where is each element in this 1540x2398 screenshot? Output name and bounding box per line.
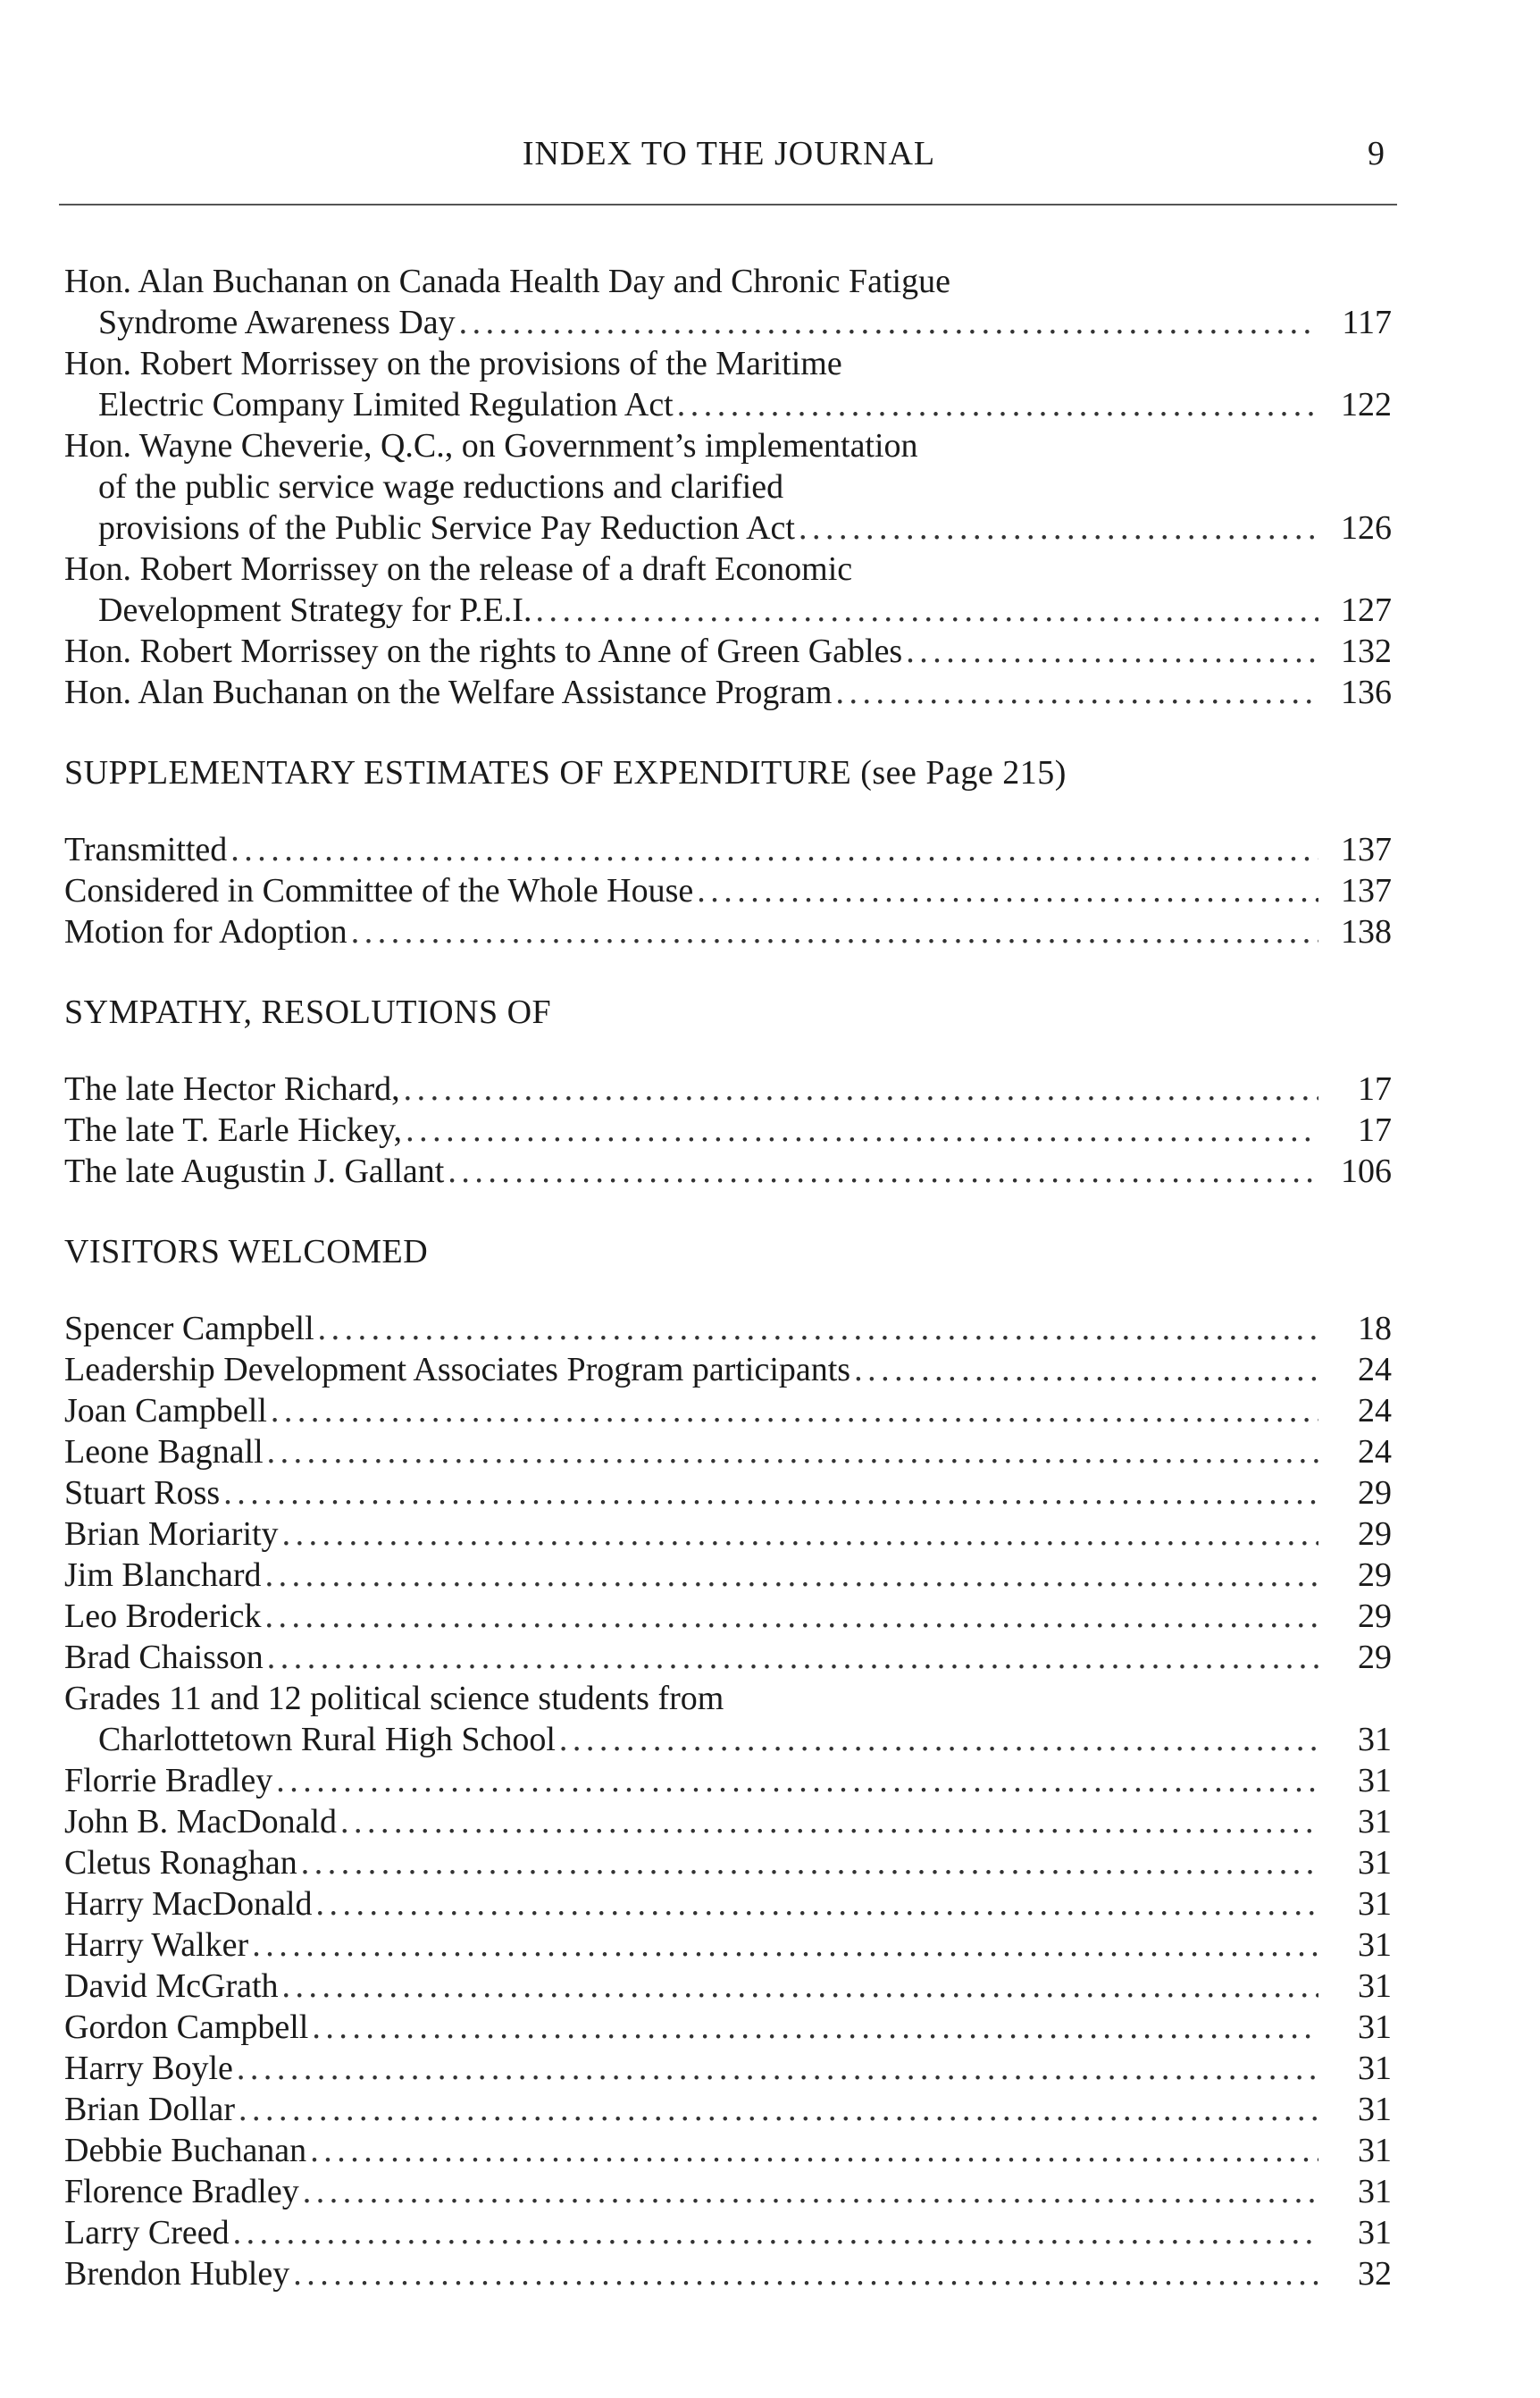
entry-text: Hon. Alan Buchanan on the Welfare Assistance Program bbox=[64, 674, 833, 711]
index-entry bbox=[64, 1637, 1404, 1678]
dot-leader bbox=[559, 1719, 1318, 1760]
entry-text: Brian Dollar bbox=[64, 2091, 236, 2128]
entry-text-line: Grades 11 and 12 political science students from bbox=[64, 1680, 724, 1717]
entry-page-number: 31 bbox=[1358, 2091, 1392, 2128]
section-spacer bbox=[64, 952, 1404, 992]
dot-leader bbox=[340, 1801, 1318, 1842]
entry-final-line bbox=[64, 1308, 1404, 1349]
entry-final-line bbox=[64, 1596, 1404, 1637]
dot-leader bbox=[237, 2048, 1318, 2089]
entry-final-line bbox=[64, 2212, 1404, 2253]
index-entry bbox=[64, 1801, 1404, 1842]
header-rule bbox=[59, 204, 1397, 205]
entry-page-number: 31 bbox=[1358, 2008, 1392, 2046]
entry-text: Florrie Bradley bbox=[64, 1762, 273, 1799]
entry-text: Brian Moriarity bbox=[64, 1515, 279, 1553]
dot-leader bbox=[271, 1390, 1318, 1431]
entry-text: Gordon Campbell bbox=[64, 2008, 309, 2046]
index-entry bbox=[64, 1513, 1404, 1555]
entry-page-number: 29 bbox=[1358, 1556, 1392, 1594]
entry-final-line bbox=[64, 507, 1404, 549]
section-heading: SUPPLEMENTARY ESTIMATES OF EXPENDITURE (see Page 215) bbox=[64, 754, 1067, 792]
entry-text: Charlottetown Rural High School bbox=[98, 1721, 556, 1758]
dot-leader bbox=[697, 870, 1318, 911]
index-entry bbox=[64, 2253, 1404, 2294]
entry-text: Considered in Committee of the Whole House bbox=[64, 872, 694, 910]
index-entry bbox=[64, 672, 1404, 713]
dot-leader bbox=[799, 507, 1318, 549]
index-entry bbox=[64, 1842, 1404, 1883]
entry-final-line bbox=[64, 829, 1404, 870]
dot-leader bbox=[677, 384, 1318, 425]
entry-text: provisions of the Public Service Pay Reduction Act bbox=[98, 509, 795, 547]
entry-text: Motion for Adoption bbox=[64, 913, 347, 951]
entry-final-line bbox=[64, 2007, 1404, 2048]
index-entry bbox=[64, 1069, 1404, 1110]
index-entry bbox=[64, 1431, 1404, 1472]
entry-page-number: 32 bbox=[1358, 2255, 1392, 2293]
entry-text: Debbie Buchanan bbox=[64, 2132, 307, 2169]
dot-leader bbox=[316, 1883, 1318, 1924]
entry-page-number: 29 bbox=[1358, 1515, 1392, 1553]
entry-final-line bbox=[64, 1472, 1404, 1513]
entry-page-number: 29 bbox=[1358, 1474, 1392, 1512]
index-entry bbox=[64, 1308, 1404, 1349]
index-entry bbox=[64, 1966, 1404, 2007]
index-entry bbox=[64, 2048, 1404, 2089]
entry-text: Leadership Development Associates Program participants bbox=[64, 1351, 851, 1388]
entry-text: Spencer Campbell bbox=[64, 1310, 314, 1347]
dot-leader bbox=[301, 1842, 1318, 1883]
entry-text-line: Hon. Robert Morrissey on the provisions of the Maritime bbox=[64, 345, 842, 382]
entry-page-number: 31 bbox=[1358, 1926, 1392, 1964]
entry-page-number: 31 bbox=[1358, 2173, 1392, 2210]
entry-page-number: 29 bbox=[1358, 1639, 1392, 1676]
index-entry bbox=[64, 829, 1404, 870]
entry-page-number: 31 bbox=[1358, 2214, 1392, 2251]
entry-final-line bbox=[64, 1842, 1404, 1883]
entry-final-line bbox=[64, 1801, 1404, 1842]
entry-text-line: of the public service wage reductions and clarified bbox=[98, 468, 784, 506]
entry-text: Harry Boyle bbox=[64, 2050, 233, 2087]
index-entry bbox=[64, 1760, 1404, 1801]
dot-leader bbox=[282, 1513, 1318, 1555]
dot-leader bbox=[293, 2253, 1318, 2294]
index-entry bbox=[64, 425, 1404, 549]
entry-text: David McGrath bbox=[64, 1967, 279, 2005]
entry-text-line: Hon. Wayne Cheverie, Q.C., on Government’s implementation bbox=[64, 427, 918, 465]
entry-page-number: 117 bbox=[1342, 304, 1392, 341]
index-entry bbox=[64, 1110, 1404, 1151]
dot-leader bbox=[252, 1924, 1318, 1966]
entry-page-number: 24 bbox=[1358, 1351, 1392, 1388]
entry-page-number: 138 bbox=[1341, 913, 1392, 951]
entry-page-number: 31 bbox=[1358, 1721, 1392, 1758]
section-heading: SYMPATHY, RESOLUTIONS OF bbox=[64, 994, 552, 1031]
entry-page-number: 137 bbox=[1341, 872, 1392, 910]
index-entry bbox=[64, 261, 1404, 343]
dot-leader bbox=[854, 1349, 1318, 1390]
index-entry bbox=[64, 549, 1404, 631]
entry-final-line bbox=[64, 2253, 1404, 2294]
dot-leader bbox=[351, 911, 1318, 952]
dot-leader bbox=[312, 2007, 1318, 2048]
entry-text-line: Hon. Robert Morrissey on the release of a draft Economic bbox=[64, 550, 853, 588]
index-entry bbox=[64, 1678, 1404, 1760]
entry-final-line bbox=[64, 2048, 1404, 2089]
entry-final-line bbox=[64, 1431, 1404, 1472]
section-spacer bbox=[64, 1192, 1404, 1231]
dot-leader bbox=[282, 1966, 1318, 2007]
entry-text: Joan Campbell bbox=[64, 1392, 267, 1430]
entry-text: Development Strategy for P.E.I. bbox=[98, 591, 532, 629]
entry-page-number: 31 bbox=[1358, 2050, 1392, 2087]
entry-final-line bbox=[64, 672, 1404, 713]
index-section bbox=[64, 992, 1404, 1231]
entry-page-number: 127 bbox=[1341, 591, 1392, 629]
entry-text: The late Hector Richard, bbox=[64, 1070, 400, 1108]
entry-page-number: 126 bbox=[1341, 509, 1392, 547]
entry-page-number: 31 bbox=[1358, 2132, 1392, 2169]
entry-final-line bbox=[64, 1110, 1404, 1151]
entry-final-line bbox=[64, 302, 1404, 343]
entry-final-line bbox=[64, 384, 1404, 425]
entry-text: Larry Creed bbox=[64, 2214, 230, 2251]
entry-page-number: 17 bbox=[1358, 1111, 1392, 1149]
dot-leader bbox=[535, 590, 1318, 631]
index-content bbox=[64, 261, 1404, 2294]
page-header bbox=[63, 134, 1395, 188]
entry-final-line bbox=[64, 631, 1404, 672]
entry-text: Leo Broderick bbox=[64, 1597, 262, 1635]
entry-page-number: 31 bbox=[1358, 1967, 1392, 2005]
index-section bbox=[64, 752, 1404, 992]
entry-page-number: 31 bbox=[1358, 1885, 1392, 1923]
entry-page-number: 136 bbox=[1341, 674, 1392, 711]
index-entry bbox=[64, 631, 1404, 672]
index-entry bbox=[64, 343, 1404, 425]
entry-page-number: 132 bbox=[1341, 633, 1392, 670]
index-entry bbox=[64, 2171, 1404, 2212]
entry-text: Harry MacDonald bbox=[64, 1885, 313, 1923]
dot-leader bbox=[267, 1637, 1318, 1678]
entry-page-number: 31 bbox=[1358, 1844, 1392, 1882]
entry-final-line bbox=[64, 2130, 1404, 2171]
index-entry bbox=[64, 2089, 1404, 2130]
entry-text: John B. MacDonald bbox=[64, 1803, 338, 1840]
entry-page-number: 18 bbox=[1358, 1310, 1392, 1347]
entry-text: Brendon Hubley bbox=[64, 2255, 290, 2293]
entry-text: Florence Bradley bbox=[64, 2173, 299, 2210]
dot-leader bbox=[239, 2089, 1318, 2130]
page-number: 9 bbox=[1368, 135, 1385, 172]
entry-page-number: 106 bbox=[1341, 1153, 1392, 1190]
index-entry bbox=[64, 1349, 1404, 1390]
entry-page-number: 137 bbox=[1341, 831, 1392, 868]
entry-text: The late Augustin J. Gallant bbox=[64, 1153, 445, 1190]
index-entry bbox=[64, 870, 1404, 911]
entry-text: Leone Bagnall bbox=[64, 1433, 264, 1471]
entry-page-number: 24 bbox=[1358, 1433, 1392, 1471]
entry-final-line bbox=[64, 590, 1404, 631]
running-title: INDEX TO THE JOURNAL bbox=[522, 135, 936, 172]
entry-final-line bbox=[64, 1349, 1404, 1390]
index-entry bbox=[64, 1883, 1404, 1924]
entry-page-number: 24 bbox=[1358, 1392, 1392, 1430]
dot-leader bbox=[835, 672, 1318, 713]
entry-final-line bbox=[64, 870, 1404, 911]
dot-leader bbox=[230, 829, 1318, 870]
entry-text: Electric Company Limited Regulation Act bbox=[98, 386, 674, 423]
entry-page-number: 29 bbox=[1358, 1597, 1392, 1635]
entry-final-line bbox=[64, 1390, 1404, 1431]
entry-final-line bbox=[64, 2171, 1404, 2212]
dot-leader bbox=[223, 1472, 1318, 1513]
entry-final-line bbox=[64, 1719, 1404, 1760]
entry-final-line bbox=[64, 1069, 1404, 1110]
index-section bbox=[64, 261, 1404, 752]
entry-text: Hon. Robert Morrissey on the rights to Anne of Green Gables bbox=[64, 633, 903, 670]
entry-final-line bbox=[64, 1151, 1404, 1192]
section-spacer bbox=[64, 713, 1404, 752]
entry-page-number: 31 bbox=[1358, 1762, 1392, 1799]
entry-page-number: 17 bbox=[1358, 1070, 1392, 1108]
dot-leader bbox=[459, 302, 1318, 343]
index-entry bbox=[64, 911, 1404, 952]
index-entry bbox=[64, 1151, 1404, 1192]
entry-final-line bbox=[64, 911, 1404, 952]
entry-text: Stuart Ross bbox=[64, 1474, 221, 1512]
entry-final-line bbox=[64, 1966, 1404, 2007]
dot-leader bbox=[406, 1110, 1318, 1151]
index-entry bbox=[64, 2130, 1404, 2171]
entry-text: Jim Blanchard bbox=[64, 1556, 262, 1594]
entry-page-number: 122 bbox=[1341, 386, 1392, 423]
entry-text: Brad Chaisson bbox=[64, 1639, 264, 1676]
entry-text: The late T. Earle Hickey, bbox=[64, 1111, 403, 1149]
index-entry bbox=[64, 1596, 1404, 1637]
dot-leader bbox=[303, 2171, 1318, 2212]
entry-text-line: Hon. Alan Buchanan on Canada Health Day and Chronic Fatigue bbox=[64, 263, 950, 300]
dot-leader bbox=[233, 2212, 1318, 2253]
dot-leader bbox=[265, 1596, 1318, 1637]
entry-text: Cletus Ronaghan bbox=[64, 1844, 297, 1882]
entry-final-line bbox=[64, 1924, 1404, 1966]
index-entry bbox=[64, 1555, 1404, 1596]
entry-final-line bbox=[64, 2089, 1404, 2130]
dot-leader bbox=[265, 1555, 1318, 1596]
index-entry bbox=[64, 2007, 1404, 2048]
index-entry bbox=[64, 2212, 1404, 2253]
dot-leader bbox=[404, 1069, 1318, 1110]
index-entry bbox=[64, 1390, 1404, 1431]
entry-final-line bbox=[64, 1883, 1404, 1924]
dot-leader bbox=[310, 2130, 1318, 2171]
entry-final-line bbox=[64, 1513, 1404, 1555]
index-section bbox=[64, 1231, 1404, 2294]
entry-page-number: 31 bbox=[1358, 1803, 1392, 1840]
entry-text: Syndrome Awareness Day bbox=[98, 304, 456, 341]
entry-text: Harry Walker bbox=[64, 1926, 249, 1964]
dot-leader bbox=[448, 1151, 1318, 1192]
entry-final-line bbox=[64, 1637, 1404, 1678]
entry-final-line bbox=[64, 1555, 1404, 1596]
dot-leader bbox=[906, 631, 1318, 672]
dot-leader bbox=[276, 1760, 1318, 1801]
dot-leader bbox=[267, 1431, 1318, 1472]
entry-final-line bbox=[64, 1760, 1404, 1801]
entry-text: Transmitted bbox=[64, 831, 228, 868]
index-entry bbox=[64, 1472, 1404, 1513]
index-entry bbox=[64, 1924, 1404, 1966]
dot-leader bbox=[318, 1308, 1318, 1349]
section-heading: VISITORS WELCOMED bbox=[64, 1233, 429, 1270]
